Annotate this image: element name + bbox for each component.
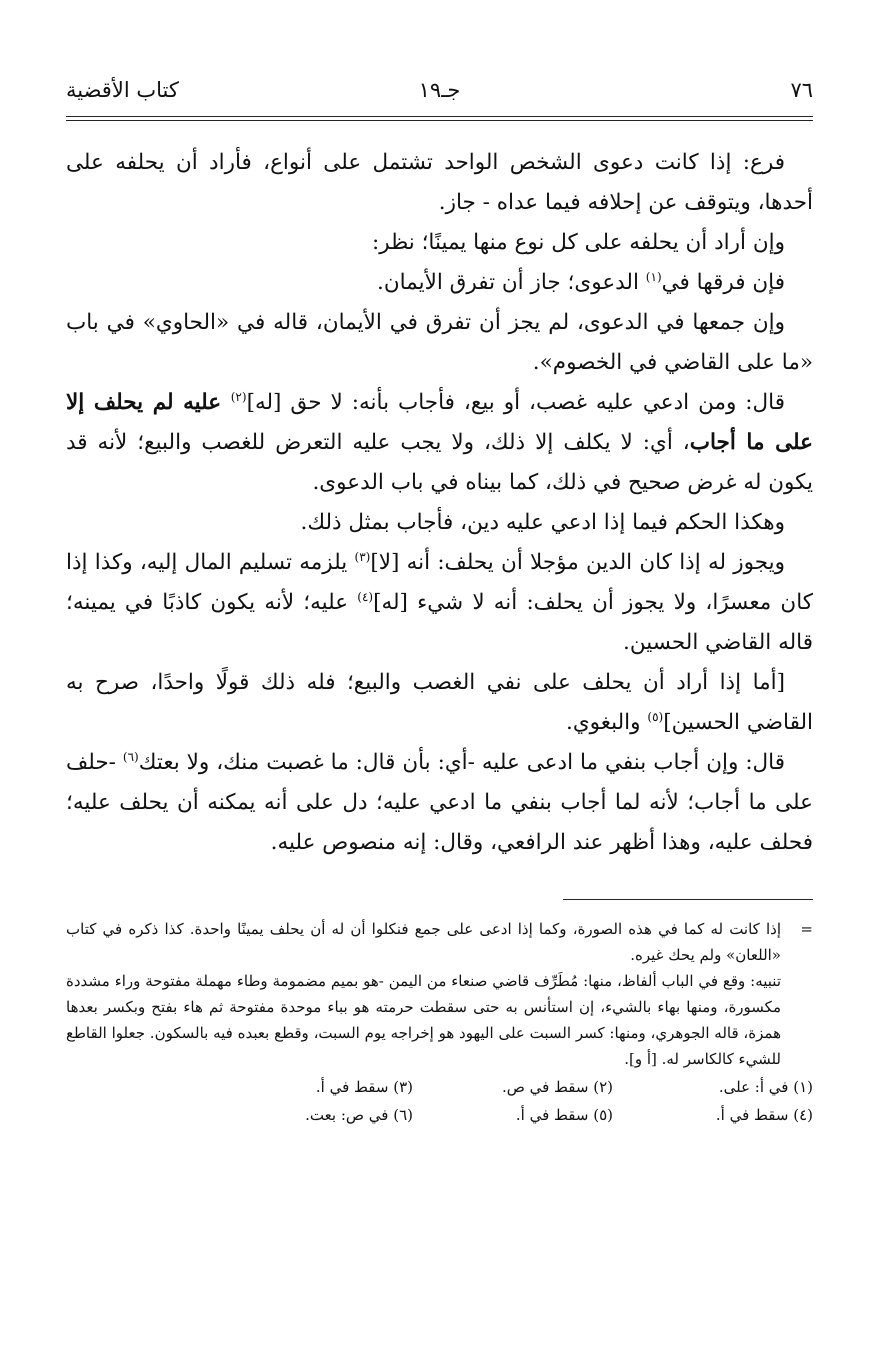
paragraph-4: وإن جمعها في الدعوى، لم يجز أن تفرق في الأيمان، قاله في «الحاوي» في باب «ما على القاضي في الخصوم». (66, 310, 813, 375)
footnote-5: (٥) سقط في أ. (515, 1106, 613, 1124)
footnote-row-2 (66, 1102, 813, 1128)
footnotes (66, 916, 813, 1128)
header-rule-bottom (66, 120, 813, 121)
paragraph-9: قال: وإن أجاب بنفي ما ادعى عليه -أي: بأن قال: ما غصبت منك، ولا بعتك$^{(٦)}$ -حلف على ما أجاب؛ لأنه لما أجاب بنفي ما ادعي عليه؛ دل على أنه يمكنه أن يحلف عليه؛ فحلف عليه، وهذا أظهر عند الرافعي، وقال: إنه منصوص عليه. (66, 749, 813, 855)
tanbih-note: تنبيه: وقع في الباب ألفاظ، منها: مُطَرِّف قاضي صنعاء من اليمن -هو بميم مضمومة وطاء مهملة مفتوحة وراء مشددة مكسورة، ومنها بهاء بالشيء، إن استأنس به حتى سقطت حرمته هو بباء موحدة مفتوحة ثم هاء بفتح وبكسر بعدها همزة، قاله الجوهري، ومنها: كسر السبت على اليهود هو إخراجه يوم السبت، وقطع بعبده فيه بالسكون. جعلوا القاطع للشيء كالكاسر له. [أ و]. (66, 972, 781, 1068)
paragraph-2: وإن أراد أن يحلفه على كل نوع منها يمينًا؛ نظر: (372, 230, 785, 255)
paragraph-5: قال: ومن ادعي عليه غصب، أو بيع، فأجاب بأنه: لا حق [له]$^{(٢)}$ عليه لم يحلف إلا على ما أجاب، أي: لا يكلف إلا ذلك، ولا يجب عليه التعرض للغصب والبيع؛ لأنه قد يكون له غرض صحيح في ذلك، كما بيناه في باب الدعوى. (66, 389, 813, 495)
footnote-ref-3[interactable]: (٣) (354, 549, 371, 564)
footnote-continuation (66, 916, 813, 1072)
paragraph-1: فرع: إذا كانت دعوى الشخص الواحد تشتمل على أنواع، فأراد أن يحلفه على أحدها، ويتوقف عن إحلافه فيما عداه - جاز. (66, 150, 813, 215)
paragraph-6: وهكذا الحكم فيما إذا ادعي عليه دين، فأجاب بمثل ذلك. (300, 510, 785, 535)
footnote-1: (١) في أ: على. (718, 1078, 813, 1096)
footnote-ref-4[interactable]: (٤) (357, 589, 374, 604)
book-page (66, 78, 813, 1332)
footnote-ref-1[interactable]: (١) (645, 269, 662, 284)
volume-number: جـ١٩ (418, 78, 461, 102)
footnote-2: (٢) سقط في ص. (501, 1078, 613, 1096)
paragraph-8: [أما إذا أراد أن يحلف على نفي الغصب والبيع؛ فله ذلك قولًا واحدًا، صرح به القاضي الحسين]$^{(٥)}$ والبغوي. (66, 670, 813, 735)
bold-matn: عليه لم يحلف إلا على ما أجاب (66, 390, 813, 455)
page-number: ٧٦ (790, 78, 813, 102)
footnote-row-1 (66, 1074, 813, 1100)
footnote-separator (563, 899, 813, 900)
continuation-text: إذا كانت له كما في هذه الصورة، وكما إذا ادعى على جمع فنكلوا أن له أن يحلف يمينًا واحدة. كذا ذكره في كتاب «اللعان» ولم يحك غيره. (66, 920, 781, 964)
paragraph-3: فإن فرقها في$^{(١)}$ الدعوى؛ جاز أن تفرق الأيمان. (377, 269, 785, 295)
continuation-mark: = (800, 920, 813, 938)
header-rule-top (66, 116, 813, 117)
book-title: كتاب الأقضية (66, 78, 179, 102)
footnote-4: (٤) سقط في أ. (715, 1106, 813, 1124)
footnote-6: (٦) في ص: بعت. (305, 1106, 413, 1124)
paragraph-7: ويجوز له إذا كان الدين مؤجلا أن يحلف: أنه [لا]$^{(٣)}$ يلزمه تسليم المال إليه، وكذا إذا كان معسرًا، ولا يجوز أن يحلف: أنه لا شيء [له]$^{(٤)}$ عليه؛ لأنه يكون كاذبًا في يمينه؛ قاله القاضي الحسين. (66, 549, 813, 655)
running-header (66, 78, 813, 114)
footnote-ref-5[interactable]: (٥) (647, 709, 664, 724)
footnote-ref-6[interactable]: (٦) (122, 749, 139, 764)
main-text (66, 143, 813, 863)
footnote-ref-2[interactable]: (٢) (230, 389, 247, 404)
footnote-3: (٣) سقط في أ. (315, 1078, 413, 1096)
